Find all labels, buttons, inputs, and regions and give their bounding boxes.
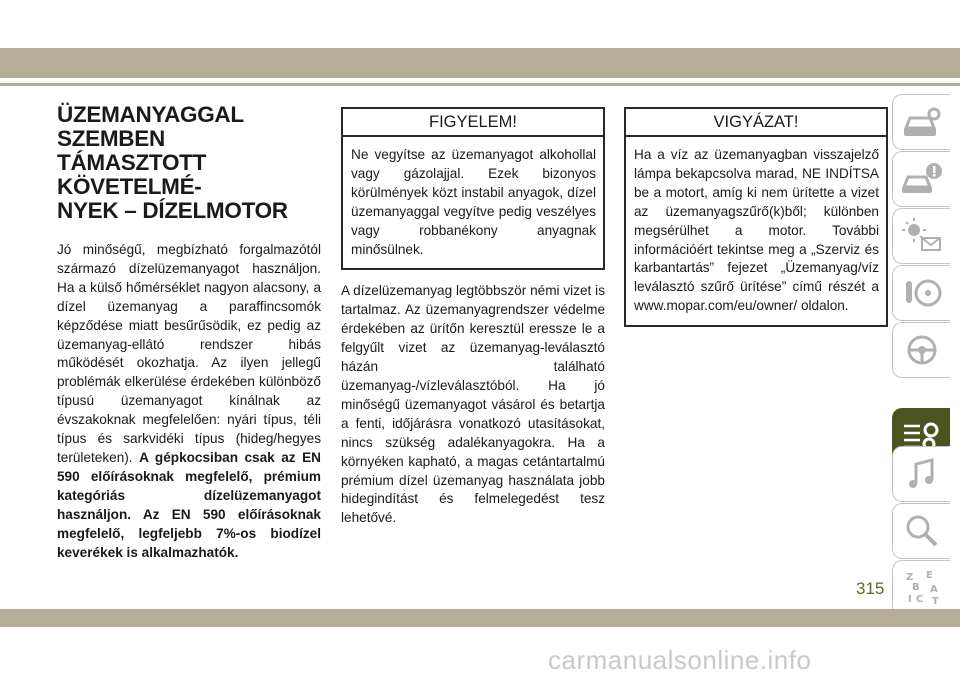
index-alphabet-icon [900, 568, 944, 608]
warning-title: FIGYELEM! [343, 109, 603, 137]
column-1 [57, 103, 321, 562]
tab-index[interactable] [892, 560, 950, 616]
footer-area [0, 627, 960, 678]
car-info-icon [900, 159, 944, 199]
header-line [0, 83, 960, 86]
search-magnifier-icon [900, 511, 944, 551]
tab-warning-lights[interactable] [892, 208, 950, 264]
column-3 [624, 107, 888, 327]
caution-text: Ha a víz az üzemanyagban visszajelző lámpa bekapcsolva marad, NE INDÍTSA be a motort, amíg ki nem ürítette a vizet az üzemanyagszűrő(k)ből; különben megsérülhet a motor. További információért tekintse meg a „Szerviz és karbantartás” fejezet „Üzemanyag/víz leválasztó szűrő ürítése” című részét a www.mopar.com/eu/owner/ oldalon. [634, 147, 879, 314]
tab-multimedia[interactable] [892, 446, 950, 502]
svg-text:T: T [931, 596, 939, 607]
intro-paragraph [57, 241, 321, 562]
tab-search[interactable] [892, 503, 950, 559]
header-bar [0, 48, 960, 78]
car-key-icon [900, 102, 944, 142]
tab-safety[interactable] [892, 265, 950, 321]
intro-normal-text: Jó minőségű, megbízható forgalmazótól származó dízelüzemanyagot használjon. Ha a külső hőmérséklet nagyon alacsony, a dízel üzemanyag a paraffincsomók képződése miatt besűrűsödik, ez pedig az üzemanyag-ellátó rendszer hibás működését okozhatja. Az ilyen jellegű problémák elkerülése érdekében különböző típusú üzemanyagot kínálnak az évszakoknak megfelelően: nyári típus, téli típus és sarkvidéki típus (hideg/hegyes területeken). [57, 242, 321, 465]
starting-driving-icon [900, 330, 944, 370]
column-2 [341, 107, 605, 528]
tab-starting-driving[interactable] [892, 322, 950, 378]
caution-box [624, 107, 888, 327]
svg-text:I: I [907, 594, 912, 605]
caution-title: VIGYÁZAT! [626, 109, 886, 137]
section-heading [57, 103, 321, 223]
warning-box [341, 107, 605, 270]
warning-text: Ne vegyítse az üzemanyagot alkohollal vagy gázolajjal. Ezek bizonyos körülmények közt instabil anyagok, dízel üzemanyaggal vegyítve pedig veszélyes vagy robbanékony anyagnak minősülnek. [351, 147, 596, 257]
heading-line-2: TÁMASZTOTT KÖVETELMÉ- [57, 150, 207, 199]
footer-bar [0, 609, 960, 627]
top-band [0, 0, 960, 48]
svg-text:C: C [915, 594, 923, 605]
page-number: 315 [856, 579, 885, 598]
intro-bold-text: A gépkocsiban csak az EN 590 előírásoknak megfelelő, prémium kategóriás dízelüzemanyagot használjon. Az EN 590 előírásoknak megfelelő, legfeljebb 7%-os biodízel keverékek is alkalmazhatók. [57, 449, 322, 560]
heading-line-1: ÜZEMANYAGGAL SZEMBEN [57, 102, 244, 151]
water-paragraph: A dízelüzemanyag legtöbbször némi vizet is tartalmaz. Az üzemanyagrendszer védelme érdekében az ürítőn keresztül eressze le a felgyűlt vizet az üzemanyag-leválasztó házán található üzemanyag-/vízleválasztóból. Ha jó minőségű üzemanyagot vásárol és betartja a fenti, időjárásra vonatkozó utasításokat, nincs szükség adalékanyagokra. Ha a környéken kapható, a magas cetántartalmú prémium dízel üzemanyag használata jobb hidegindítást és felmelegedést tesz lehetővé. [341, 283, 605, 526]
warning-light-mail-icon [900, 216, 944, 256]
svg-text:E: E [925, 570, 933, 581]
safety-airbag-steering-icon [900, 273, 944, 313]
svg-text:A: A [929, 584, 938, 595]
tab-car-key[interactable] [892, 94, 950, 150]
watermark: carmanualsonline.info [548, 645, 812, 675]
tab-car-info[interactable] [892, 151, 950, 207]
svg-text:B: B [911, 582, 920, 593]
multimedia-icon [900, 454, 944, 494]
svg-text:Z: Z [905, 572, 913, 583]
heading-line-3: NYEK – DÍZELMOTOR [57, 198, 288, 223]
